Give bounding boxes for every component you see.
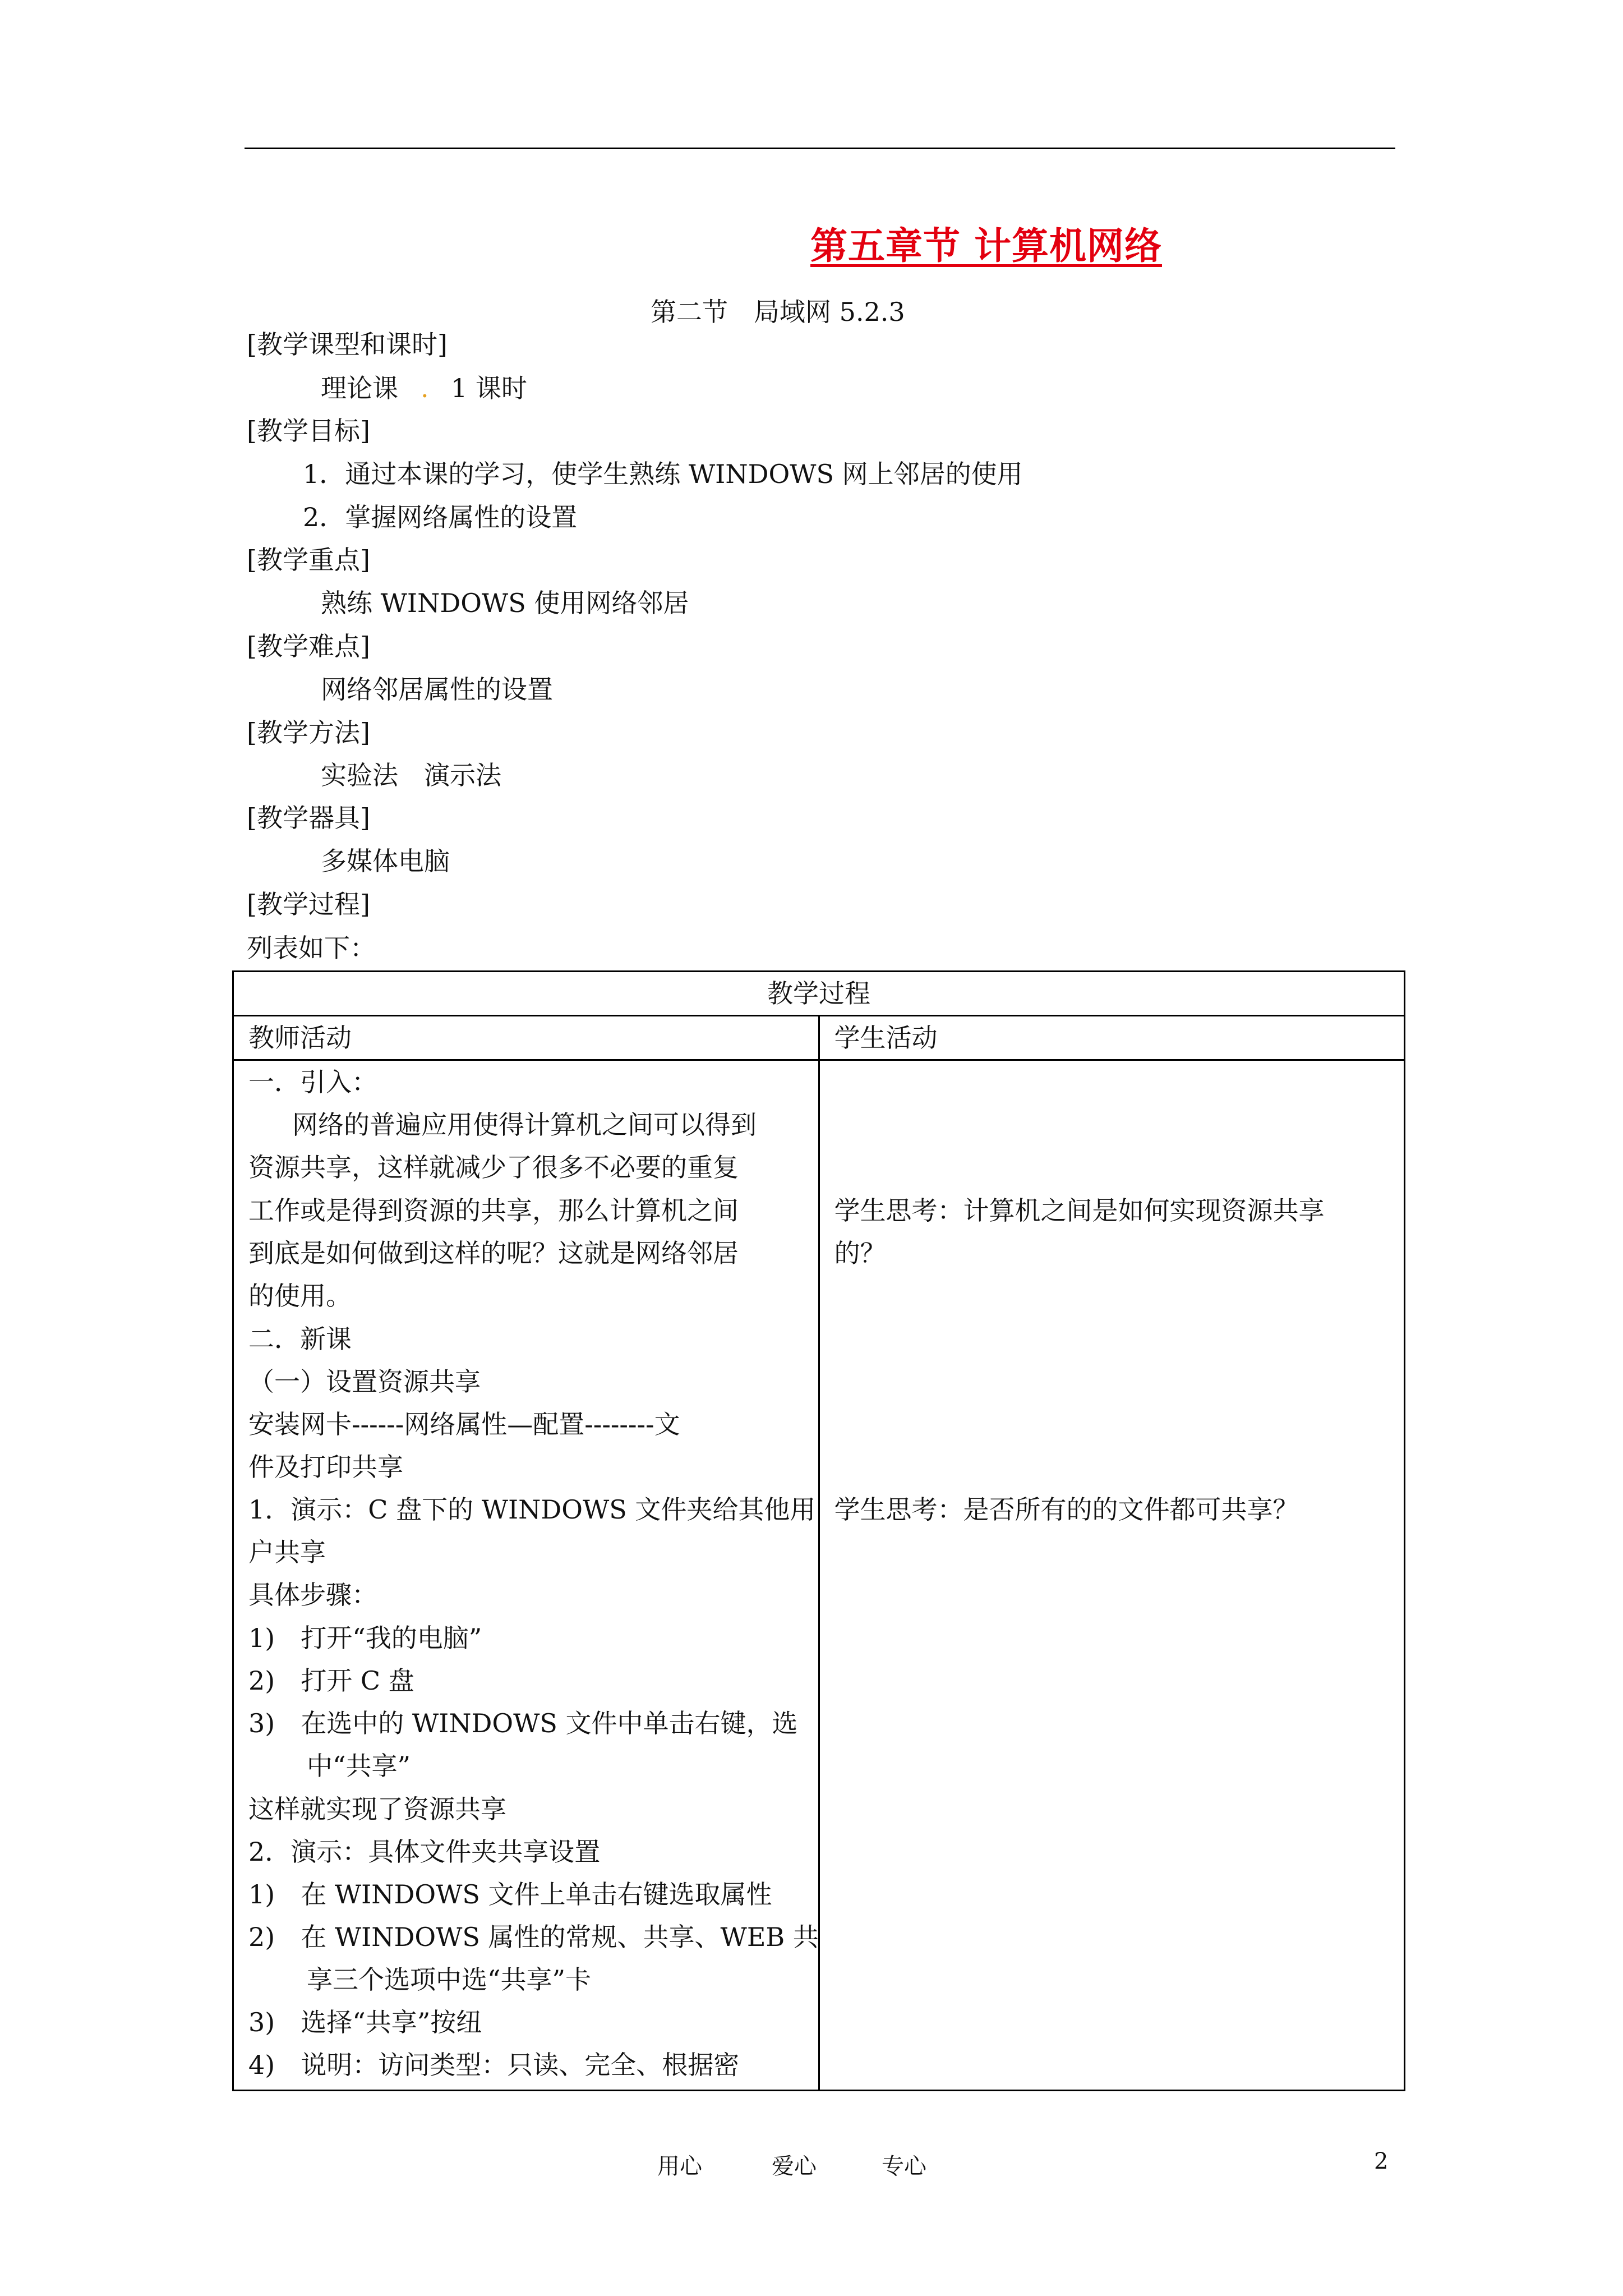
type-heading: [教学课型和课时]	[247, 329, 448, 360]
student-line: 学生思考：是否所有的的文件都可共享？	[834, 1494, 1299, 1525]
teacher-line: 中“共享”	[307, 1751, 411, 1781]
student-activity-cell	[819, 1060, 1405, 2091]
difficulty-value: 网络邻居属性的设置	[321, 674, 553, 705]
teacher-line: 到底是如何做到这样的呢？这就是网络邻居	[248, 1238, 739, 1268]
table-title: 教学过程	[233, 972, 1405, 1016]
student-column-header: 学生活动	[819, 1016, 1405, 1060]
footer-motto-2: 爱心	[772, 2154, 817, 2179]
goal-1: 1．通过本课的学习，使学生熟练 WINDOWS 网上邻居的使用	[303, 459, 1023, 489]
teacher-line: 件及打印共享	[248, 1452, 403, 1482]
type-value-a: 理论课	[321, 373, 398, 403]
teacher-line: 4) 说明：访问类型：只读、完全、根据密	[248, 2050, 740, 2080]
difficulty-heading: [教学难点]	[247, 631, 370, 661]
teacher-line: 享三个选项中选“共享”卡	[307, 1964, 592, 1995]
teacher-line: 一．引入：	[248, 1067, 377, 1097]
process-heading: [教学过程]	[247, 889, 370, 919]
teacher-line: 1) 打开“我的电脑”	[248, 1623, 482, 1653]
teacher-activity-cell	[233, 1060, 819, 2091]
header-rule	[245, 148, 1395, 149]
student-line: 的？	[834, 1238, 886, 1268]
key-heading: [教学重点]	[247, 545, 370, 575]
section-title: 第二节 局域网 5.2.3	[651, 297, 905, 327]
dot-mark: .	[421, 373, 429, 403]
teacher-line: 这样就实现了资源共享	[248, 1794, 506, 1824]
teacher-line: 的使用。	[248, 1281, 352, 1311]
teacher-line: 资源共享，这样就减少了很多不必要的重复	[248, 1152, 739, 1182]
key-value: 熟练 WINDOWS 使用网络邻居	[321, 588, 689, 618]
teacher-line: 具体步骤：	[248, 1580, 377, 1610]
teacher-line: 2．演示：具体文件夹共享设置	[248, 1837, 601, 1867]
teacher-line: 3) 选择“共享”按纽	[248, 2007, 482, 2037]
teacher-line: 安装网卡------网络属性—配置--------文	[248, 1409, 680, 1439]
teacher-line: 户共享	[248, 1537, 326, 1567]
teacher-line: 2) 在 WINDOWS 属性的常规、共享、WEB 共	[248, 1922, 819, 1952]
student-line: 学生思考：计算机之间是如何实现资源共享	[834, 1195, 1325, 1226]
teacher-line: 二．新课	[248, 1324, 352, 1354]
method-value: 实验法 演示法	[321, 760, 501, 790]
teacher-column-header: 教师活动	[233, 1016, 819, 1060]
equipment-value: 多媒体电脑	[321, 846, 450, 876]
teacher-line: 网络的普遍应用使得计算机之间可以得到	[292, 1110, 757, 1140]
goal-heading: [教学目标]	[247, 416, 370, 446]
chapter-title: 第五章节 计算机网络	[810, 224, 1162, 268]
footer-motto-1: 用心	[657, 2154, 702, 2179]
method-heading: [教学方法]	[247, 717, 370, 748]
teacher-line: 2) 打开 C 盘	[248, 1665, 414, 1696]
page-number: 2	[1374, 2148, 1389, 2174]
process-table	[232, 970, 1405, 2091]
equipment-heading: [教学器具]	[247, 803, 370, 833]
teacher-line: 工作或是得到资源的共享，那么计算机之间	[248, 1195, 739, 1226]
teacher-line: 1) 在 WINDOWS 文件上单击右键选取属性	[248, 1879, 772, 1910]
teacher-line: 3) 在选中的 WINDOWS 文件中单击右键，选	[248, 1708, 798, 1738]
list-intro: 列表如下：	[247, 933, 376, 963]
teacher-line: （一）设置资源共享	[248, 1366, 481, 1397]
type-value-b: 1 课时	[451, 373, 527, 403]
goal-2: 2．掌握网络属性的设置	[303, 502, 578, 532]
teacher-line: 1．演示：C 盘下的 WINDOWS 文件夹给其他用	[248, 1494, 816, 1525]
footer-motto-3: 专心	[882, 2154, 926, 2179]
